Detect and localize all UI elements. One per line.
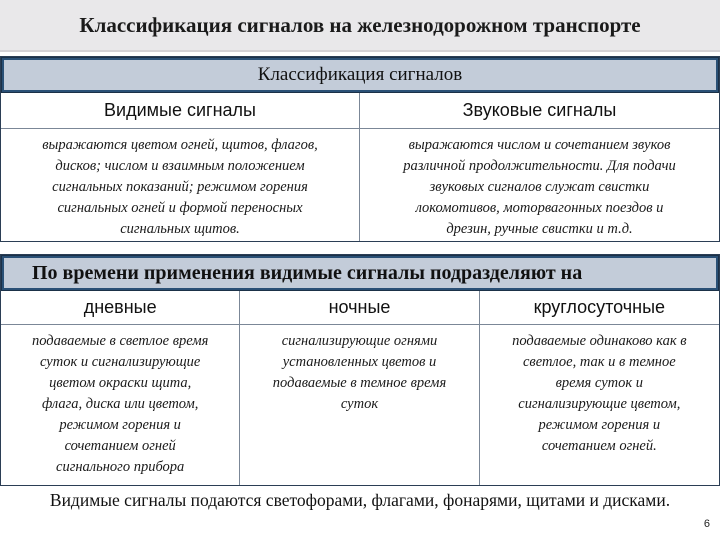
description-line: сигнального прибора (56, 459, 185, 475)
visible-signals-by-time-table (0, 254, 720, 486)
description-line: звуковых сигналов служат свистки (429, 179, 650, 195)
column-heading-day: дневные (1, 291, 240, 324)
section-header: По времени применения видимые сигналы подразделяют на (4, 258, 716, 288)
description-line: сигнальных огней и формой переносных (57, 200, 303, 216)
description-line: сочетанием огней (64, 438, 176, 454)
description-line: время суток и (555, 375, 644, 391)
page-number: 6 (703, 518, 710, 530)
description-line: установленных цветов и (282, 354, 437, 370)
column-descriptions-row (1, 325, 719, 485)
column-heading-sound: Звуковые сигналы (462, 100, 617, 120)
section-header-band (1, 57, 719, 93)
summary-footer: Видимые сигналы подаются светофорами, флагами, фонарями, щитами и дисками. (49, 490, 671, 510)
description-cell-round-the-clock (480, 325, 719, 485)
description-cell-visible (1, 129, 360, 241)
description-line: сочетанием огней. (541, 438, 657, 454)
description-line: суток и сигнализирующие (39, 354, 201, 370)
column-heading-visible: Видимые сигналы (1, 93, 360, 128)
description-cell-night (240, 325, 479, 485)
description-line: флага, диска или цветом, (41, 396, 199, 412)
description-line: цветом окраски щита, (49, 375, 192, 391)
description-line: подаваемые в светлое время (31, 333, 209, 349)
description-line: подаваемые одинаково как в (512, 333, 687, 349)
description-line: различной продолжительности. Для подачи (403, 158, 676, 174)
column-heading-round-the-clock: круглосуточные (533, 297, 666, 317)
description-line: дрезин, ручные свистки и т.д. (446, 221, 633, 237)
description-cell-day (1, 325, 240, 485)
description-line: режимом горения и (538, 417, 661, 433)
column-descriptions-row (1, 129, 719, 241)
column-heading-night: ночные (240, 291, 479, 324)
description-line: режимом горения и (59, 417, 181, 433)
description-line: сигнальных щитов. (120, 221, 240, 237)
column-headings-row (1, 291, 719, 325)
description-line: дисков; числом и взаимным положением (55, 158, 305, 174)
description-line: сигнализирующие огнями (281, 333, 438, 349)
description-line: светлое, так и в темное (522, 354, 676, 370)
description-cell-sound (360, 129, 719, 241)
column-headings-row (1, 93, 719, 129)
description-line: выражаются цветом огней, щитов, флагов, (42, 137, 318, 153)
description-line: выражаются числом и сочетанием звуков (408, 137, 671, 153)
description-line: подаваемые в темное время (272, 375, 447, 391)
description-line: локомотивов, моторвагонных поездов и (415, 200, 664, 216)
section-header-band (1, 255, 719, 291)
signal-classification-table (0, 56, 720, 242)
slide-title: Классификация сигналов на железнодорожном транспорте (0, 0, 720, 52)
description-line: сигнальных показаний; режимом горения (52, 179, 308, 195)
section-header: Классификация сигналов (4, 60, 716, 90)
description-line: сигнализирующие цветом, (518, 396, 681, 412)
description-line: суток (340, 396, 379, 412)
